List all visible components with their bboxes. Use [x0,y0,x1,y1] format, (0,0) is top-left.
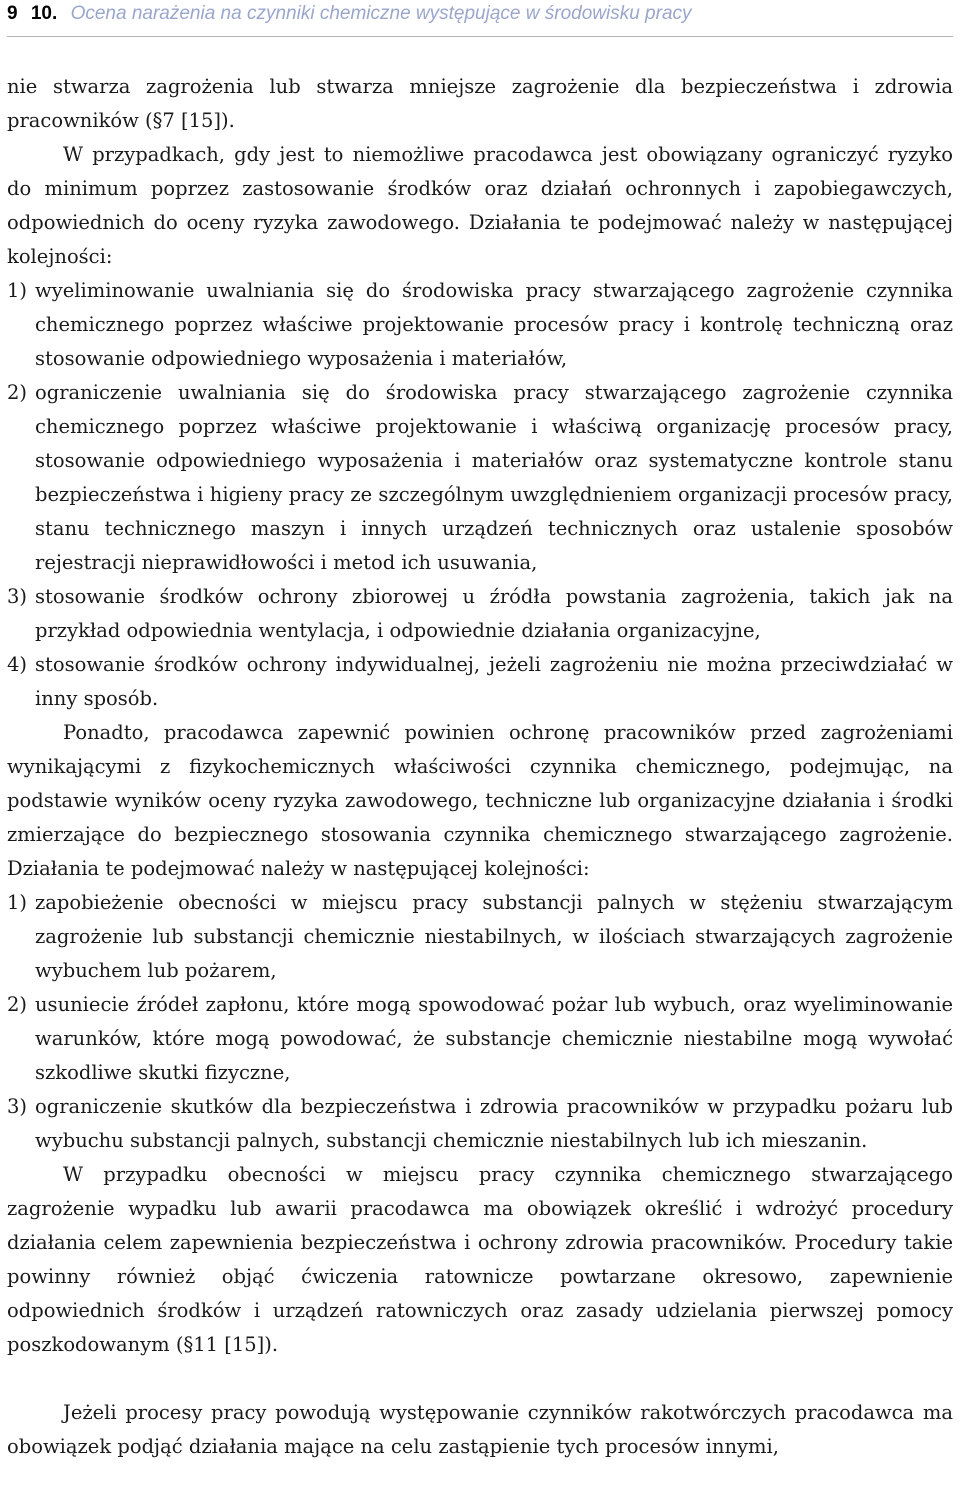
paragraph-continuation: nie stwarza zagrożenia lub stwarza mniejsze zagrożenie dla bezpieczeństwa i zdrowia pracowników (§7 [15]). [7,75,953,132]
list-text: ograniczenie uwalniania się do środowiska pracy stwarzającego zagrożenie czynnika chemicznego poprzez właściwe projektowanie i właściwą organizację procesów pracy, stosowanie odpowiedniego wyposażenia i materiałów oraz systematyczne kontrole stanu bezpieczeństwa i higieny pracy ze szczególnym uwzględnieniem organizacji procesów pracy, stanu technicznego maszyn i innych urządzeń technicznych oraz ustalenie sposobów rejestracji nieprawidłowości i metod ich usuwania, [35,381,953,574]
list-fire-explosion-measures [7,886,953,1158]
paragraph-emergency-procedures: W przypadku obecności w miejscu pracy czynnika chemicznego stwarzającego zagrożenie wypadku lub awarii pracodawca ma obowiązek określić i wdrożyć procedury działania celem zapewnienia bezpieczeństwa i ochrony zdrowia pracowników. Procedury takie powinny również objąć ćwiczenia ratownicze powtarzane okresowo, zapewnienie odpowiednich środków i urządzeń ratowniczych oraz zasady udzielania pierwszej pomocy poszkodowanym (§11 [15]). [7,1163,953,1356]
list-item [7,580,953,648]
list-number: 3) [7,585,28,608]
running-header [7,0,953,37]
list-item [7,988,953,1090]
list-number: 1) [7,891,28,914]
list-protective-measures [7,274,953,716]
list-text: wyeliminowanie uwalniania się do środowiska pracy stwarzającego zagrożenie czynnika chemicznego poprzez właściwe projektowanie procesów pracy i kontrolę techniczną oraz stosowanie odpowiedniego wyposażenia i materiałów, [35,279,953,370]
list-item [7,886,953,988]
list-number: 3) [7,1095,28,1118]
list-text: zapobieżenie obecności w miejscu pracy substancji palnych w stężeniu stwarzającym zagrożenie lub substancji chemicznie niestabilnych, w ilościach stwarzających zagrożenie wybuchem lub pożarem, [35,891,953,982]
page-number: 9 [7,3,18,24]
list-number: 1) [7,279,28,302]
list-text: ograniczenie skutków dla bezpieczeństwa i zdrowia pracowników w przypadku pożaru lub wybuchu substancji palnych, substancji chemicznie niestabilnych lub ich mieszanin. [35,1095,953,1152]
paragraph-physicochemical-hazards: Ponadto, pracodawca zapewnić powinien ochronę pracowników przed zagrożeniami wynikającymi z fizykochemicznych właściwości czynnika chemicznego, podejmując, na podstawie wyników oceny ryzyka zawodowego, techniczne lub organizacyjne działania i środki zmierzające do bezpiecznego stosowania czynnika chemicznego stwarzającego zagrożenie. Działania te podejmować należy w następującej kolejności: [7,721,953,880]
chapter-number: 10. [30,3,58,24]
list-text: stosowanie środków ochrony zbiorowej u źródła powstania zagrożenia, takich jak na przykład odpowiednia wentylacja, i odpowiednie działania organizacyjne, [35,585,953,642]
list-text: usuniecie źródeł zapłonu, które mogą spowodować pożar lub wybuch, oraz wyeliminowanie warunków, które mogą powodować, że substancje chemicznie niestabilne mogą wywołać szkodliwe skutki fizyczne, [35,993,953,1084]
paragraph-carcinogens: Jeżeli procesy pracy powodują występowanie czynników rakotwórczych pracodawca ma obowiązek podjąć działania mające na celu zastąpienie tych procesów innymi, [7,1401,953,1458]
list-item [7,376,953,580]
chapter-title: Ocena narażenia na czynniki chemiczne występujące w środowisku pracy [70,3,692,24]
list-item [7,648,953,716]
paragraph-risk-minimization: W przypadkach, gdy jest to niemożliwe pracodawca jest obowiązany ograniczyć ryzyko do minimum poprzez zastosowanie środków oraz działań ochronnych i zapobiegawczych, odpowiednich do oceny ryzyka zawodowego. Działania te podejmować należy w następującej kolejności: [7,143,953,268]
list-number: 2) [7,381,28,404]
list-number: 4) [7,653,28,676]
body-text [7,70,953,1464]
list-item [7,1090,953,1158]
list-number: 2) [7,993,28,1016]
list-text: stosowanie środków ochrony indywidualnej, jeżeli zagrożeniu nie można przeciwdziałać w inny sposób. [35,653,953,710]
list-item [7,274,953,376]
